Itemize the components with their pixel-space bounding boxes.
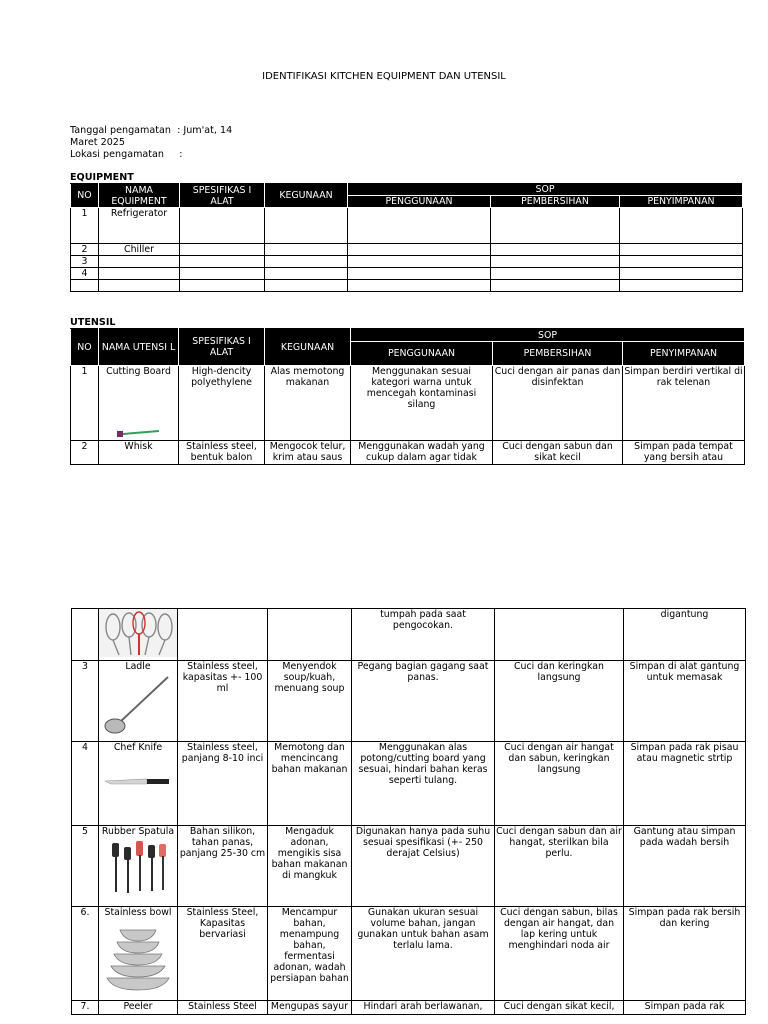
cell-penggunaan: Menggunakan alas potong/cutting board yang sesuai, hindari bahan keras seperti tulang. — [352, 742, 495, 826]
cell-penyimpanan: Simpan pada rak — [624, 1001, 746, 1015]
cell-pembersihan — [495, 609, 624, 661]
cell-kegunaan: Mengupas sayur — [268, 1001, 352, 1015]
cell-no: 1 — [71, 208, 99, 244]
cell-pembersihan: Cuci dan keringkan langsung — [495, 661, 624, 742]
cell-penggunaan: tumpah pada saat pengocokan. — [352, 609, 495, 661]
col-sop: SOP — [351, 329, 745, 342]
cell-empty — [491, 268, 620, 280]
utensil-table — [70, 328, 745, 465]
cell-nama: Refrigerator — [99, 208, 180, 244]
cell-empty — [265, 244, 348, 256]
cutting-board-image — [117, 426, 161, 440]
cell-empty — [620, 208, 743, 244]
table-row — [71, 256, 743, 268]
cell-empty — [620, 244, 743, 256]
cell-penggunaan: Menggunakan wadah yang cukup dalam agar tidak — [351, 441, 493, 465]
cell-pembersihan: Cuci dengan sabun dan air hangat, sterilkan bila perlu. — [495, 826, 624, 907]
cell-no: 6. — [72, 907, 99, 1001]
cell-empty — [491, 244, 620, 256]
cell-penggunaan: Gunakan ukuran sesuai volume bahan, jangan gunakan untuk bahan asam terlalu lama. — [352, 907, 495, 1001]
document-title: IDENTIFIKASI KITCHEN EQUIPMENT DAN UTENSIL — [262, 71, 506, 82]
table-row — [71, 268, 743, 280]
cell-pembersihan: Cuci dengan sabun, bilas dengan air hangat, dan lap kering untuk menghindari noda air — [495, 907, 624, 1001]
date-line-cont: Maret 2025 — [70, 137, 126, 148]
cell-empty — [180, 256, 265, 268]
cell-empty — [348, 280, 491, 292]
table-row — [71, 366, 745, 441]
cell-empty — [491, 256, 620, 268]
cell-nama-text: Stainless bowl — [104, 907, 172, 918]
cell-no: 2 — [71, 441, 99, 465]
col-spesifikasi: SPESIFIKAS I ALAT — [180, 184, 265, 208]
col-sop: SOP — [348, 184, 743, 196]
rubber-spatula-image — [106, 839, 170, 895]
col-no: NO — [71, 184, 99, 208]
cell-spesifikasi: Bahan silikon, tahan panas, panjang 25-30 cm — [178, 826, 268, 907]
cell-kegunaan: Menyendok soup/kuah, menuang soup — [268, 661, 352, 742]
col-penyimpanan: PENYIMPANAN — [620, 196, 743, 208]
cell-empty — [620, 268, 743, 280]
cell-nama: Peeler — [99, 1001, 178, 1015]
cell-pembersihan: Cuci dengan sabun dan sikat kecil — [493, 441, 623, 465]
table-row — [71, 208, 743, 244]
table-row — [72, 907, 746, 1001]
col-pembersihan: PEMBERSIHAN — [491, 196, 620, 208]
cell-pembersihan: Cuci dengan sikat kecil, — [495, 1001, 624, 1015]
cell-spesifikasi: Stainless Steel, Kapasitas bervariasi — [178, 907, 268, 1001]
col-penyimpanan: PENYIMPANAN — [623, 342, 745, 366]
cell-nama — [99, 742, 178, 826]
cell-kegunaan: Alas memotong makanan — [265, 366, 351, 441]
table-row — [71, 280, 743, 292]
stainless-bowl-image — [103, 920, 173, 992]
cell-empty — [180, 208, 265, 244]
cell-empty — [180, 268, 265, 280]
cell-nama: Whisk — [99, 441, 179, 465]
cell-penyimpanan: digantung — [624, 609, 746, 661]
cell-spesifikasi: High-dencity polyethylene — [179, 366, 265, 441]
table-row — [72, 661, 746, 742]
cell-empty — [491, 280, 620, 292]
table-row — [72, 609, 746, 661]
cell-nama — [99, 609, 178, 661]
cell-penyimpanan: Simpan pada tempat yang bersih atau — [623, 441, 745, 465]
observation-meta — [70, 125, 270, 161]
cell-empty — [180, 280, 265, 292]
cell-no — [71, 280, 99, 292]
col-nama: NAMA UTENSI L — [99, 329, 179, 366]
cell-empty — [265, 208, 348, 244]
table-row — [72, 826, 746, 907]
col-no: NO — [71, 329, 99, 366]
cell-nama — [99, 256, 180, 268]
cell-no: 5 — [72, 826, 99, 907]
utensil-table-continued — [71, 608, 746, 1015]
cell-nama — [99, 661, 178, 742]
cell-nama — [99, 366, 179, 441]
cell-penyimpanan: Simpan pada rak pisau atau magnetic strtip — [624, 742, 746, 826]
cell-empty — [620, 280, 743, 292]
cell-empty — [348, 256, 491, 268]
cell-penggunaan: Digunakan hanya pada suhu sesuai spesifikasi (+- 250 derajat Celsius) — [352, 826, 495, 907]
table-row — [71, 244, 743, 256]
date-line: Tanggal pengamatan : Jum'at, 14 — [70, 125, 233, 136]
equipment-table — [70, 183, 743, 292]
cell-nama — [99, 907, 178, 1001]
cell-nama — [99, 280, 180, 292]
cell-penggunaan: Menggunakan sesuai kategori warna untuk mencegah kontaminasi silang — [351, 366, 493, 441]
cell-nama-text: Chef Knife — [113, 742, 163, 753]
cell-empty — [348, 244, 491, 256]
table-row — [72, 1001, 746, 1015]
cell-empty — [265, 280, 348, 292]
col-penggunaan: PENGGUNAAN — [348, 196, 491, 208]
cell-no: 4 — [72, 742, 99, 826]
table-row — [71, 441, 745, 465]
cell-kegunaan: Mencampur bahan, menampung bahan, fermentasi adonan, wadah persiapan bahan — [268, 907, 352, 1001]
cell-penyimpanan: Simpan pada rak bersih dan kering — [624, 907, 746, 1001]
cell-no — [72, 609, 99, 661]
cell-no: 3 — [71, 256, 99, 268]
cell-no: 2 — [71, 244, 99, 256]
location-line: Lokasi pengamatan : — [70, 149, 183, 160]
cell-kegunaan — [268, 609, 352, 661]
cell-no: 3 — [72, 661, 99, 742]
cell-spesifikasi — [178, 609, 268, 661]
cell-kegunaan: Mengocok telur, krim atau saus — [265, 441, 351, 465]
ladle-image — [102, 674, 174, 736]
cell-nama — [99, 268, 180, 280]
cell-spesifikasi: Stainless steel, panjang 8-10 inci — [178, 742, 268, 826]
col-nama: NAMA EQUIPMENT — [99, 184, 180, 208]
cell-penyimpanan: Simpan berdiri vertikal di rak telenan — [623, 366, 745, 441]
col-kegunaan: KEGUNAAN — [265, 184, 348, 208]
cell-empty — [491, 208, 620, 244]
cell-nama-text: Ladle — [125, 661, 151, 672]
cell-no: 4 — [71, 268, 99, 280]
col-penggunaan: PENGGUNAAN — [351, 342, 493, 366]
chef-knife-image — [103, 771, 173, 791]
cell-nama: Chiller — [99, 244, 180, 256]
cell-nama-text: Rubber Spatula — [101, 826, 175, 837]
cell-pembersihan: Cuci dengan air hangat dan sabun, keringkan langsung — [495, 742, 624, 826]
cell-empty — [348, 268, 491, 280]
cell-empty — [265, 268, 348, 280]
col-kegunaan: KEGUNAAN — [265, 329, 351, 366]
cell-spesifikasi: Stainless steel, kapasitas +- 100 ml — [178, 661, 268, 742]
col-pembersihan: PEMBERSIHAN — [493, 342, 623, 366]
cell-no: 1 — [71, 366, 99, 441]
utensil-heading: UTENSIL — [70, 317, 116, 328]
cell-empty — [620, 256, 743, 268]
cell-penyimpanan: Simpan di alat gantung untuk memasak — [624, 661, 746, 742]
cell-spesifikasi: Stainless steel, bentuk balon — [179, 441, 265, 465]
cell-nama-text: Cutting Board — [106, 366, 171, 377]
cell-penggunaan: Pegang bagian gagang saat panas. — [352, 661, 495, 742]
cell-penggunaan: Hindari arah berlawanan, — [352, 1001, 495, 1015]
cell-no: 7. — [72, 1001, 99, 1015]
col-spesifikasi: SPESIFIKAS I ALAT — [179, 329, 265, 366]
cell-kegunaan: Mengaduk adonan, mengikis sisa bahan makanan di mangkuk — [268, 826, 352, 907]
cell-penyimpanan: Gantung atau simpan pada wadah bersih — [624, 826, 746, 907]
whisk-image — [99, 609, 177, 657]
cell-pembersihan: Cuci dengan air panas dan disinfektan — [493, 366, 623, 441]
cell-kegunaan: Memotong dan mencincang bahan makanan — [268, 742, 352, 826]
table-row — [72, 742, 746, 826]
cell-spesifikasi: Stainless Steel — [178, 1001, 268, 1015]
cell-empty — [180, 244, 265, 256]
cell-empty — [348, 208, 491, 244]
cell-nama — [99, 826, 178, 907]
equipment-heading: EQUIPMENT — [70, 172, 134, 183]
cell-empty — [265, 256, 348, 268]
